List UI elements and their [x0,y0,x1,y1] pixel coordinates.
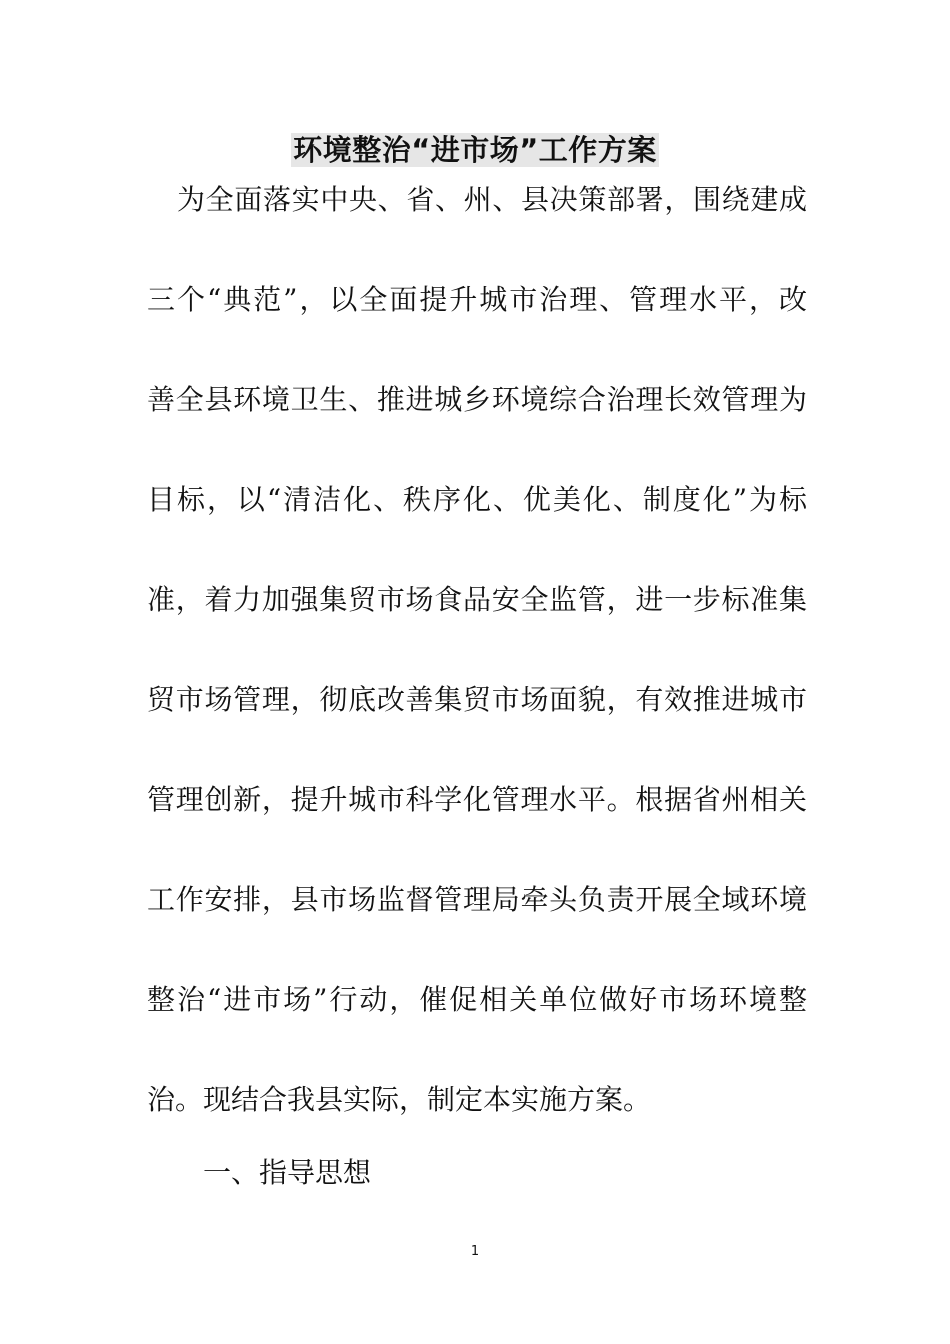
paragraph-line: 三个“典范”，以全面提升城市治理、管理水平，改 [147,283,807,316]
paragraph-line: 目标，以“清洁化、秩序化、优美化、制度化”为标 [147,483,807,516]
paragraph-line: 管理创新，提升城市科学化管理水平。根据省州相关 [147,783,807,816]
paragraph-line: 工作安排，县市场监督管理局牵头负责开展全域环境 [147,883,807,916]
paragraph-line: 善全县环境卫生、推进城乡环境综合治理长效管理为 [147,383,807,416]
document-title-text: 环境整治“进市场”工作方案 [293,133,657,167]
paragraph-line: 准，着力加强集贸市场食品安全监管，进一步标准集 [147,583,807,616]
paragraph-line: 为全面落实中央、省、州、县决策部署，围绕建成 [177,183,807,216]
paragraph-line: 整治“进市场”行动，催促相关单位做好市场环境整 [147,983,807,1016]
paragraph-line: 贸市场管理，彻底改善集贸市场面貌，有效推进城市 [147,683,807,716]
page-number: 1 [470,1244,480,1259]
document-title [0,128,950,172]
section-heading: 一、指导思想 [203,1156,372,1189]
paragraph-line-last: 治。现结合我县实际，制定本实施方案。 [147,1083,652,1116]
